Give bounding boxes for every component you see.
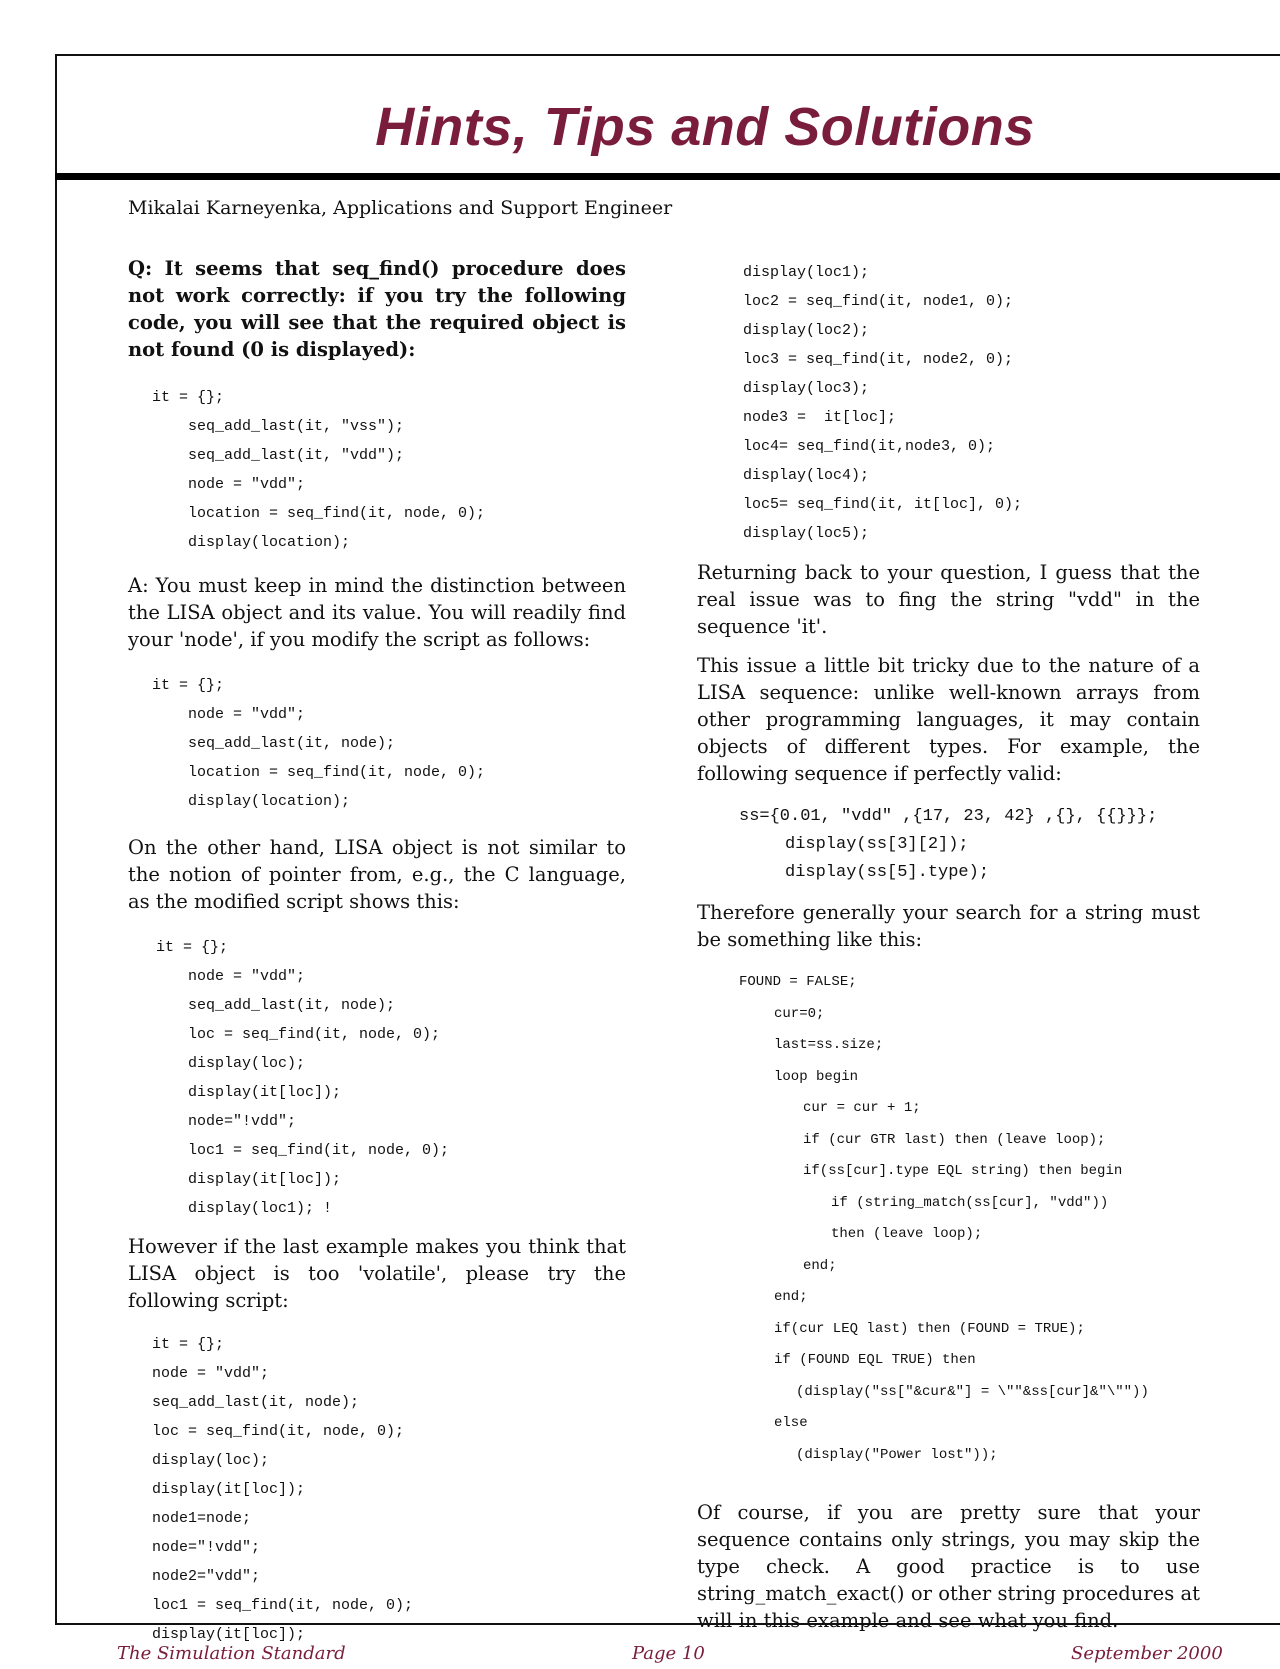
code-block-3 <box>128 933 626 1223</box>
code-line: node = "vdd"; <box>188 706 306 723</box>
code-line: if(cur LEQ last) then (FOUND = TRUE); <box>774 1320 1085 1337</box>
author-line: Mikalai Karneyenka, Applications and Support Engineer <box>128 197 673 219</box>
footer-publication: The Simulation Standard <box>117 1643 346 1664</box>
code-line: display(loc1); <box>743 264 870 281</box>
code-line: display(it[loc]); <box>188 1171 342 1188</box>
code-block-2 <box>128 671 626 816</box>
footer-date: September 2000 <box>1071 1643 1223 1664</box>
code-block-4 <box>128 1330 626 1649</box>
code-line: node = "vdd"; <box>188 476 306 493</box>
code-line: (display("ss["&cur&"] = \""&ss[cur]&"\"")) <box>796 1383 1149 1400</box>
code-line: cur=0; <box>774 1005 825 1022</box>
code-line: seq_add_last(it, "vdd"); <box>188 447 405 464</box>
code-line: location = seq_find(it, node, 0); <box>188 505 486 522</box>
right-column <box>697 258 1200 1634</box>
question-paragraph: Q: It seems that seq_find() procedure does not work correctly: if you try the following code, you will see that the required object is not found (0 is displayed): <box>128 257 626 361</box>
code-line: node = "vdd"; <box>152 1365 270 1382</box>
code-line: if(ss[cur].type EQL string) then begin <box>803 1163 1123 1179</box>
code-line: display(loc3); <box>743 380 870 397</box>
code-line: loc = seq_find(it, node, 0); <box>188 1026 441 1043</box>
code-line: loop begin <box>774 1068 859 1085</box>
code-line: node2="vdd"; <box>152 1568 261 1585</box>
code-line: location = seq_find(it, node, 0); <box>188 764 486 781</box>
code-line: loc1 = seq_find(it, node, 0); <box>188 1142 450 1159</box>
code-line: display(location); <box>188 793 351 810</box>
code-line: seq_add_last(it, "vss"); <box>188 418 405 435</box>
code-line: it = {}; <box>152 389 225 406</box>
code-block-5 <box>743 258 1200 548</box>
code-line: display(loc2); <box>743 322 870 339</box>
paragraph-therefore: Therefore generally your search for a string must be something like this: <box>697 901 1200 951</box>
paragraph-of-course: Of course, if you are pretty sure that your sequence contains only strings, you may skip the type check. A good practice is to use string_match_exact() or other string procedures at will in this example and see what you find. <box>697 1501 1200 1632</box>
code-line: if (string_match(ss[cur], "vdd")) <box>831 1194 1109 1211</box>
code-line: it = {}; <box>156 939 229 956</box>
code-line: FOUND = FALSE; <box>739 974 857 990</box>
code-line: loc2 = seq_find(it, node1, 0); <box>743 293 1014 310</box>
code-line: it = {}; <box>152 1336 225 1353</box>
code-line: node1=node; <box>152 1510 252 1527</box>
code-line: display(loc4); <box>743 467 870 484</box>
code-line: display(loc); <box>152 1452 270 1469</box>
code-line: it = {}; <box>152 677 225 694</box>
code-line: then (leave loop); <box>831 1226 983 1242</box>
code-block-6 <box>739 803 1200 887</box>
code-line: if (FOUND EQL TRUE) then <box>774 1352 976 1368</box>
title-divider <box>55 173 1280 180</box>
code-line: node="!vdd"; <box>188 1113 297 1130</box>
code-line: node="!vdd"; <box>152 1539 261 1556</box>
paragraph-returning: Returning back to your question, I guess that the real issue was to fing the string "vdd" in the sequence 'it'. <box>697 561 1200 638</box>
code-line: display(loc); <box>188 1055 306 1072</box>
code-line: display(ss[5].type); <box>785 863 990 882</box>
code-line: last=ss.size; <box>774 1037 884 1053</box>
code-line: (display("Power lost")); <box>796 1446 998 1463</box>
code-line: loc4= seq_find(it,node3, 0); <box>743 438 996 455</box>
code-line: seq_add_last(it, node); <box>188 735 396 752</box>
code-line: end; <box>803 1257 837 1274</box>
paragraph-pointer: On the other hand, LISA object is not similar to the notion of pointer from, e.g., the C language, as the modified script shows this: <box>128 836 626 913</box>
code-line: display(it[loc]); <box>152 1481 306 1498</box>
code-line: seq_add_last(it, node); <box>188 997 396 1014</box>
paragraph-volatile: However if the last example makes you think that LISA object is too 'volatile', please try the following script: <box>128 1235 626 1312</box>
page-title: Hints, Tips and Solutions <box>375 97 1035 157</box>
code-line: seq_add_last(it, node); <box>152 1394 360 1411</box>
code-line: display(loc5); <box>743 525 870 542</box>
code-line: loc1 = seq_find(it, node, 0); <box>152 1597 414 1614</box>
answer-paragraph: A: You must keep in mind the distinction between the LISA object and its value. You will readily find your 'node', if you modify the script as follows: <box>128 574 626 651</box>
left-column <box>128 255 626 1649</box>
code-line: loc3 = seq_find(it, node2, 0); <box>743 351 1014 368</box>
code-block-7 <box>739 967 1200 1471</box>
code-line: display(it[loc]); <box>188 1084 342 1101</box>
code-line: loc = seq_find(it, node, 0); <box>152 1423 405 1440</box>
code-line: display(location); <box>188 534 351 551</box>
code-line: node = "vdd"; <box>188 968 306 985</box>
code-line: cur = cur + 1; <box>803 1100 921 1116</box>
paragraph-sequence: This issue a little bit tricky due to the nature of a LISA sequence: unlike well-known arrays from other programming languages, it may contain objects of different types. For example, the following sequence if perfectly valid: <box>697 654 1200 785</box>
code-line: if (cur GTR last) then (leave loop); <box>803 1131 1106 1148</box>
code-line: display(it[loc]); <box>152 1626 306 1643</box>
code-line: ss={0.01, "vdd" ,{17, 23, 42} ,{}, {{}}}; <box>739 807 1158 826</box>
code-line: display(loc1); ! <box>188 1200 333 1217</box>
code-line: else <box>774 1415 808 1431</box>
code-line: display(ss[3][2]); <box>785 835 969 854</box>
code-line: node3 = it[loc]; <box>743 409 897 426</box>
code-block-1 <box>128 383 626 557</box>
footer-page-number: Page 10 <box>632 1643 705 1664</box>
code-line: loc5= seq_find(it, it[loc], 0); <box>743 496 1023 513</box>
code-line: end; <box>774 1289 808 1305</box>
